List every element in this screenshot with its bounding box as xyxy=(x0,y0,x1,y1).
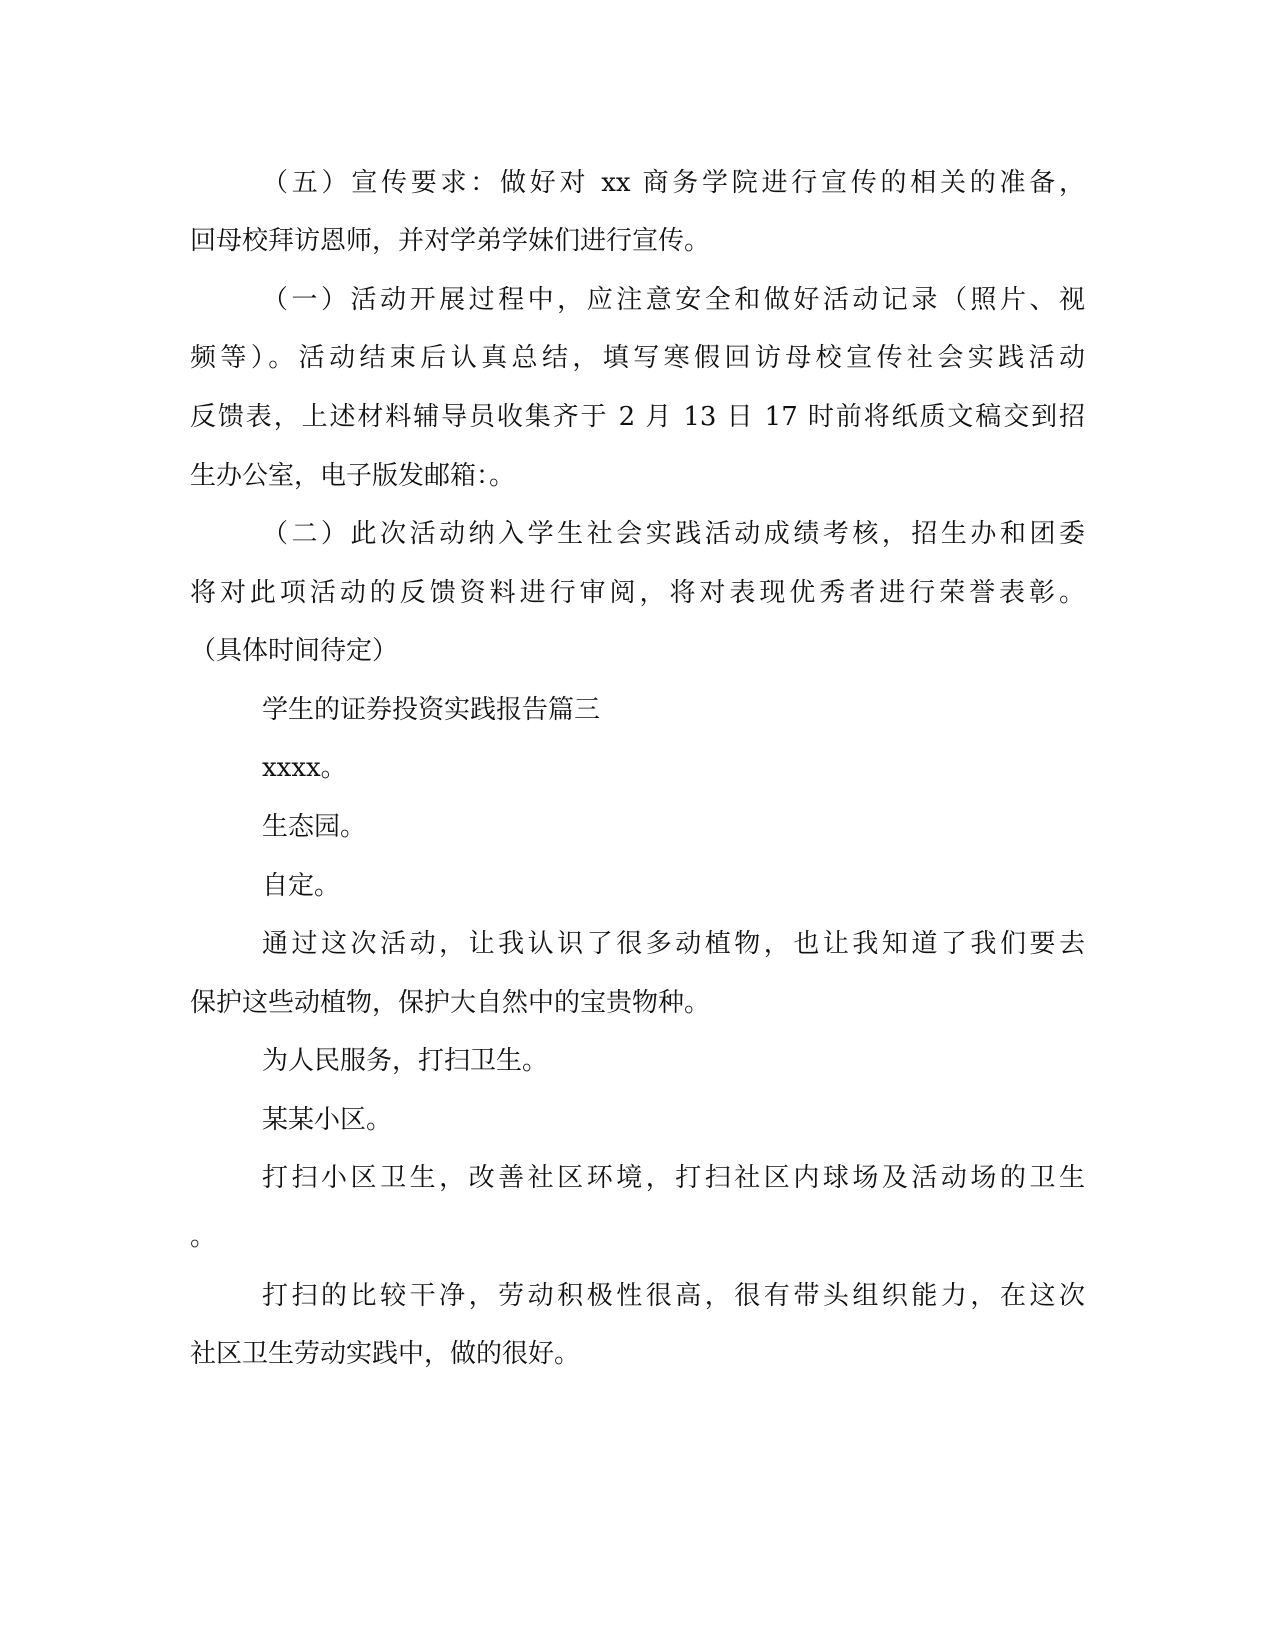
paragraph-line: 反馈表，上述材料辅导员收集齐于 2 月 13 日 17 时前将纸质文稿交到招 xyxy=(190,402,1085,432)
paragraph-line: （五）宣传要求：做好对 xx 商务学院进行宣传的相关的准备， xyxy=(262,168,1085,198)
paragraph-line: （具体时间待定） xyxy=(190,636,399,666)
paragraph-line: （二）此次活动纳入学生社会实践活动成绩考核，招生办和团委 xyxy=(262,519,1085,549)
paragraph-line: 。 xyxy=(190,1222,217,1252)
paragraph-line: 保护这些动植物，保护大自然中的宝贵物种。 xyxy=(190,988,711,1018)
paragraph-line: （一）活动开展过程中，应注意安全和做好活动记录（照片、视 xyxy=(262,285,1085,315)
paragraph-line: 生态园。 xyxy=(262,812,367,842)
section-heading: 学生的证券投资实践报告篇三 xyxy=(262,695,601,725)
paragraph-line: 频等）。活动结束后认真总结，填写寒假回访母校宣传社会实践活动 xyxy=(190,343,1085,373)
paragraph-line: 自定。 xyxy=(262,871,341,901)
paragraph-line: 回母校拜访恩师，并对学弟学妹们进行宣传。 xyxy=(190,226,711,256)
paragraph-line: 打扫的比较干净，劳动积极性很高，很有带头组织能力，在这次 xyxy=(262,1281,1085,1311)
paragraph-line: 为人民服务，打扫卫生。 xyxy=(262,1046,549,1076)
paragraph-line: xxxx。 xyxy=(262,753,347,783)
paragraph-line: 将对此项活动的反馈资料进行审阅，将对表现优秀者进行荣誉表彰。 xyxy=(190,578,1085,608)
paragraph-line: 社区卫生劳动实践中，做的很好。 xyxy=(190,1339,581,1369)
paragraph-line: 某某小区。 xyxy=(262,1105,393,1135)
paragraph-line: 通过这次活动，让我认识了很多动植物，也让我知道了我们要去 xyxy=(262,929,1085,959)
paragraph-line: 打扫小区卫生，改善社区环境，打扫社区内球场及活动场的卫生 xyxy=(262,1163,1085,1193)
paragraph-line: 生办公室，电子版发邮箱：。 xyxy=(190,461,516,491)
